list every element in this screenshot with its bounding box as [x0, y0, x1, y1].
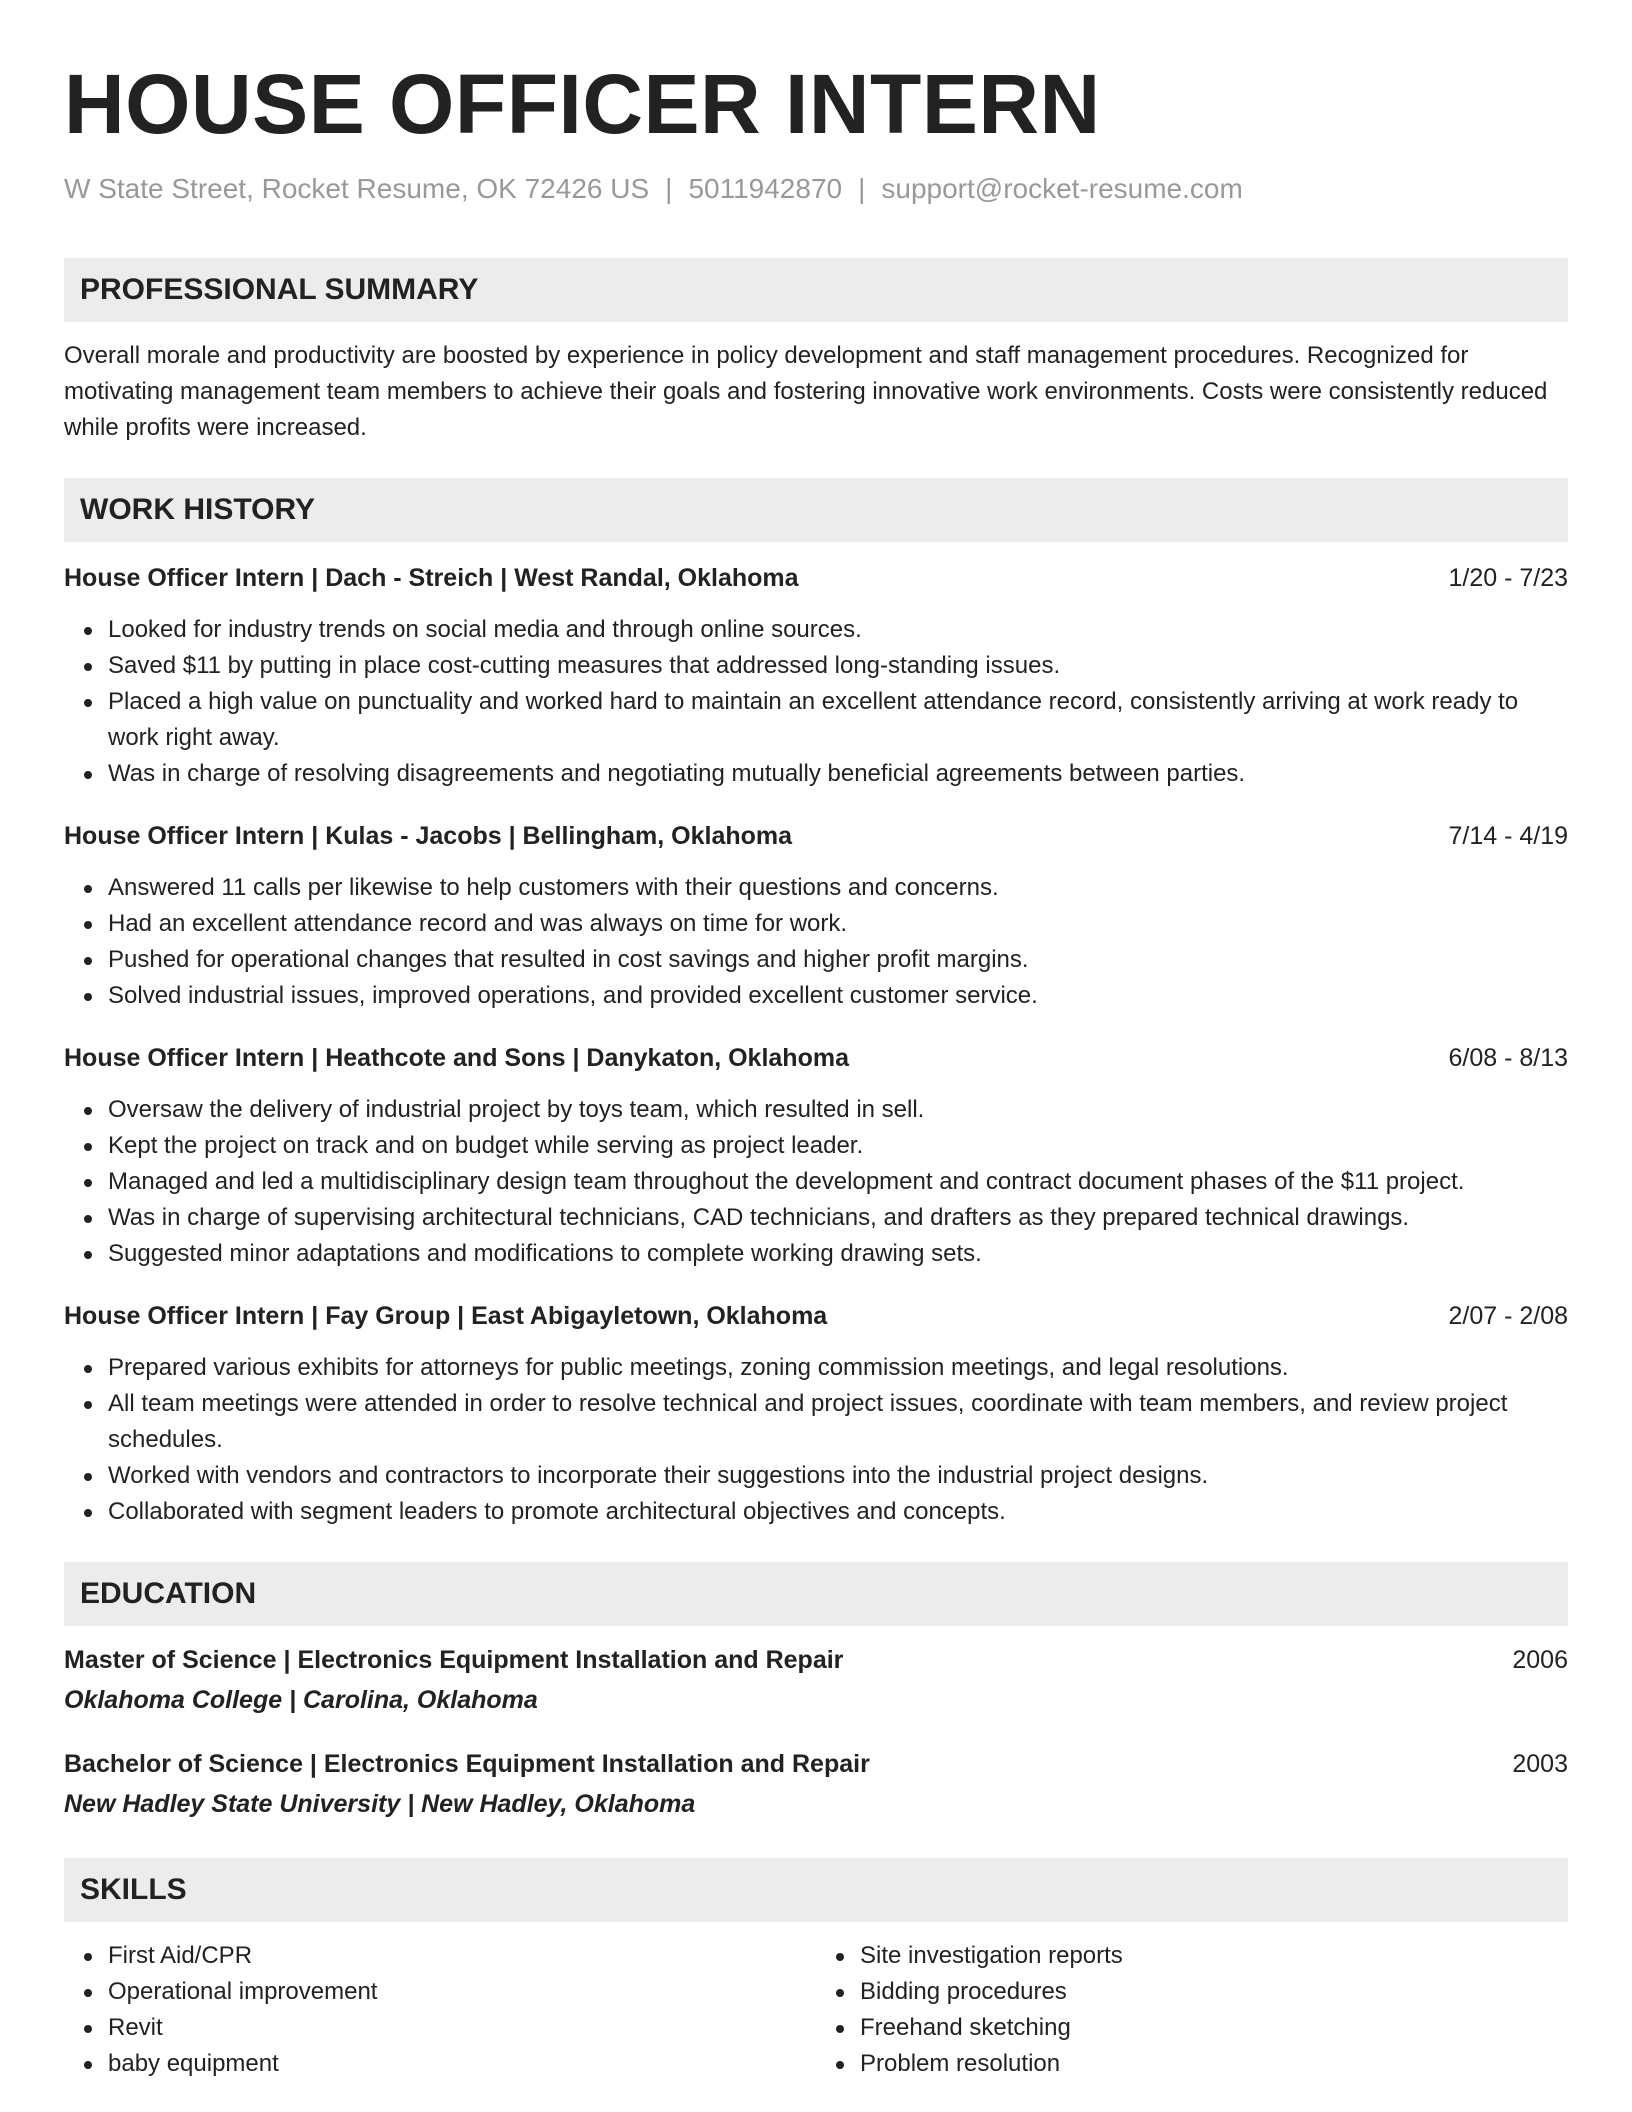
- summary-heading: PROFESSIONAL SUMMARY: [64, 258, 1568, 322]
- job-bullet: All team meetings were attended in order to resolve technical and project issues, coordinate with team members, and review project schedules.: [108, 1386, 1568, 1458]
- skill-item: Problem resolution: [860, 2046, 1568, 2082]
- job-bullet: Had an excellent attendance record and was always on time for work.: [108, 906, 1568, 942]
- job-bullet: Was in charge of supervising architectural technicians, CAD technicians, and drafters as they prepared technical drawings.: [108, 1200, 1568, 1236]
- work-history-heading: WORK HISTORY: [64, 478, 1568, 542]
- skill-item: Bidding procedures: [860, 1974, 1568, 2010]
- skills-list: [64, 1938, 1568, 2082]
- degree: Master of Science | Electronics Equipment Installation and Repair: [64, 1646, 844, 1674]
- job-bullets: [64, 1092, 1568, 1272]
- skill-item: First Aid/CPR: [108, 1938, 816, 1974]
- contact-line: [64, 172, 1568, 206]
- job-bullet: Prepared various exhibits for attorneys for public meetings, zoning commission meetings, and legal resolutions.: [108, 1350, 1568, 1386]
- job-title: House Officer Intern | Dach - Streich | West Randal, Oklahoma: [64, 564, 799, 592]
- job-bullet: Collaborated with segment leaders to promote architectural objectives and concepts.: [108, 1494, 1568, 1530]
- job-entry: [64, 1298, 1568, 1530]
- job-entry: [64, 560, 1568, 792]
- contact-separator: |: [665, 173, 673, 204]
- contact-separator: |: [858, 173, 866, 204]
- job-bullets: [64, 612, 1568, 792]
- job-bullet: Suggested minor adaptations and modifications to complete working drawing sets.: [108, 1236, 1568, 1272]
- graduation-year: 2006: [1512, 1646, 1568, 1674]
- job-bullet: Worked with vendors and contractors to incorporate their suggestions into the industrial project designs.: [108, 1458, 1568, 1494]
- job-bullet: Looked for industry trends on social media and through online sources.: [108, 612, 1568, 648]
- job-bullets: [64, 1350, 1568, 1530]
- contact-phone: 5011942870: [688, 173, 843, 204]
- skills-column-right: [816, 1938, 1568, 2082]
- skill-item: Revit: [108, 2010, 816, 2046]
- job-entry: [64, 818, 1568, 1014]
- skill-item: Operational improvement: [108, 1974, 816, 2010]
- education-heading: EDUCATION: [64, 1562, 1568, 1626]
- contact-address: W State Street, Rocket Resume, OK 72426 US: [64, 173, 650, 204]
- job-title: House Officer Intern | Fay Group | East Abigayletown, Oklahoma: [64, 1302, 828, 1330]
- resume-page: [64, 56, 1568, 2082]
- job-dates: 1/20 - 7/23: [1448, 564, 1568, 592]
- job-bullet: Managed and led a multidisciplinary design team throughout the development and contract document phases of the $11 project.: [108, 1164, 1568, 1200]
- job-bullet: Placed a high value on punctuality and worked hard to maintain an excellent attendance record, consistently arriving at work ready to work right away.: [108, 684, 1568, 756]
- summary-text: Overall morale and productivity are boosted by experience in policy development and staff management procedures. Recognized for motivating management team members to achieve their goals and fostering innovative work environments. Costs were consistently reduced while profits were increased.: [64, 342, 1548, 441]
- skill-item: Freehand sketching: [860, 2010, 1568, 2046]
- job-bullet: Saved $11 by putting in place cost-cutting measures that addressed long-standing issues.: [108, 648, 1568, 684]
- job-bullet: Answered 11 calls per likewise to help customers with their questions and concerns.: [108, 870, 1568, 906]
- education-entry: [64, 1746, 1568, 1822]
- skills-column-left: [64, 1938, 816, 2082]
- skills-heading: SKILLS: [64, 1858, 1568, 1922]
- school: New Hadley State University | New Hadley, Oklahoma: [64, 1790, 696, 1818]
- job-bullet: Solved industrial issues, improved operations, and provided excellent customer service.: [108, 978, 1568, 1014]
- job-bullet: Kept the project on track and on budget while serving as project leader.: [108, 1128, 1568, 1164]
- job-title: House Officer Intern | Kulas - Jacobs | Bellingham, Oklahoma: [64, 822, 793, 850]
- job-bullets: [64, 870, 1568, 1014]
- candidate-name: HOUSE OFFICER INTERN: [64, 57, 1101, 151]
- job-bullet: Oversaw the delivery of industrial project by toys team, which resulted in sell.: [108, 1092, 1568, 1128]
- job-dates: 6/08 - 8/13: [1448, 1044, 1568, 1072]
- job-dates: 7/14 - 4/19: [1448, 822, 1568, 850]
- job-bullet: Was in charge of resolving disagreements and negotiating mutually beneficial agreements between parties.: [108, 756, 1568, 792]
- school: Oklahoma College | Carolina, Oklahoma: [64, 1686, 538, 1714]
- job-title: House Officer Intern | Heathcote and Sons | Danykaton, Oklahoma: [64, 1044, 849, 1072]
- job-dates: 2/07 - 2/08: [1448, 1302, 1568, 1330]
- education-entry: [64, 1642, 1568, 1718]
- degree: Bachelor of Science | Electronics Equipment Installation and Repair: [64, 1750, 870, 1778]
- contact-email: support@rocket-resume.com: [881, 173, 1243, 204]
- skill-item: baby equipment: [108, 2046, 816, 2082]
- skill-item: Site investigation reports: [860, 1938, 1568, 1974]
- graduation-year: 2003: [1512, 1750, 1568, 1778]
- job-bullet: Pushed for operational changes that resulted in cost savings and higher profit margins.: [108, 942, 1568, 978]
- job-entry: [64, 1040, 1568, 1272]
